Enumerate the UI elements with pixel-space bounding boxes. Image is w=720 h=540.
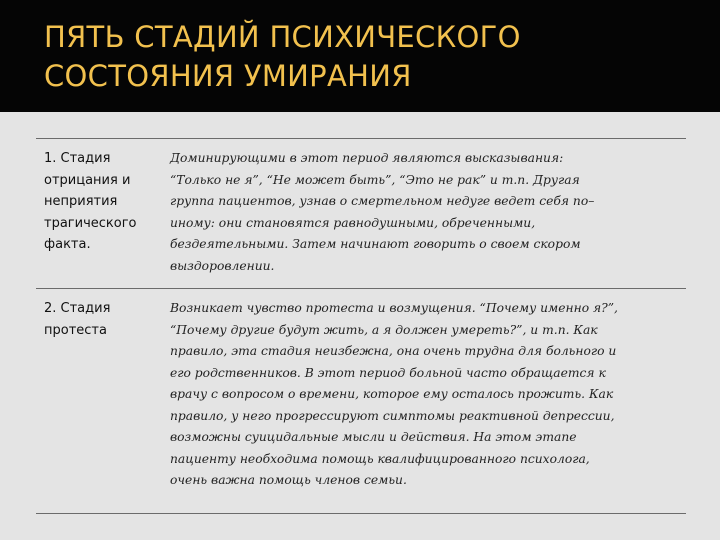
stage-description: Доминирующими в этот период являются высказывания: “Только не я”, “Не может быть”, “Это не рак” и т.п. Другая группа пациентов, узнав о смертельном недуге ведет себя по– иному: они становятся равнодушными, обреченными, бездеятельными. Затем начинают говорить о своем скором выздоровлении. — [170, 151, 595, 273]
slide-title: ПЯТЬ СТАДИЙ ПСИХИЧЕСКОГО СОСТОЯНИЯ УМИРАНИЯ — [44, 20, 521, 93]
stage-name: 1. Стадия отрицания и неприятия трагического факта. — [44, 151, 137, 252]
title-bar — [0, 0, 720, 112]
table-row — [36, 139, 686, 288]
table-row — [36, 289, 686, 513]
stage-description: Возникает чувство протеста и возмущения. “Почему именно я?”, “Почему другие будут жить, а я должен умереть?”, и т.п. Как правило, эта стадия неизбежна, она очень трудна для больного и его родственников. В этот период больной часто обращается к врачу с вопросом о времени, которое ему осталось прожить. Как правило, у него прогрессируют симптомы реактивной депрессии, возможны суицидальные мысли и действия. На этом этапе пациенту необходима помощь квалифицированного психолога, очень важна помощь членов семьи. — [170, 301, 618, 487]
table-divider — [36, 513, 686, 514]
stages-table — [36, 138, 686, 514]
stage-name: 2. Стадия протеста — [44, 301, 111, 338]
